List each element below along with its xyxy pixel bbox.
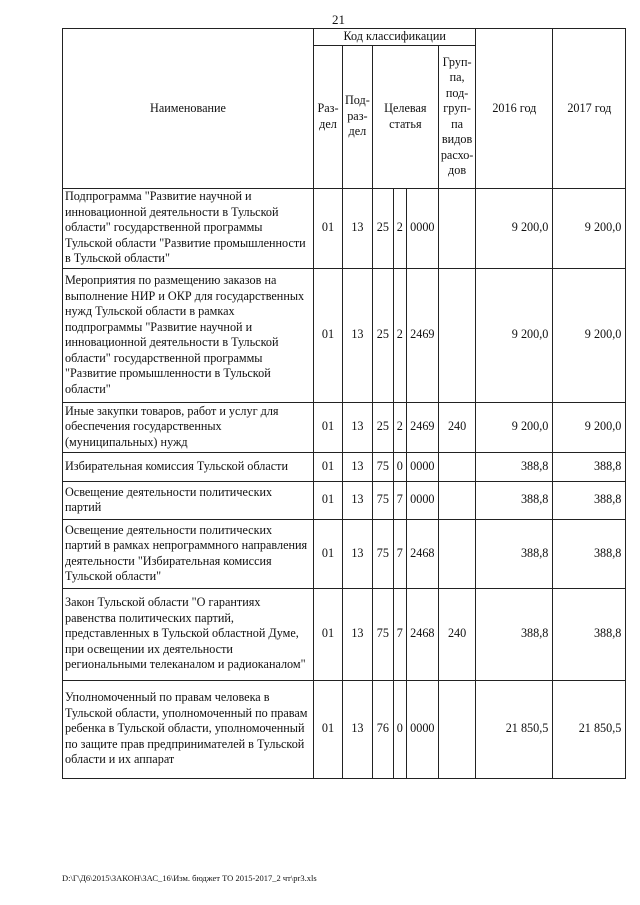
- table-body: [63, 188, 626, 778]
- row-expense-type: [438, 481, 476, 519]
- row-target-direction: 2468: [406, 519, 438, 588]
- row-target-direction: 0000: [406, 188, 438, 268]
- row-name: Уполномоченный по правам человека в Тульской области, уполномоченный по правам ребенка в Тульской области, уполномоченный по защите прав предпринимателей в Тульской области и их аппарат: [63, 680, 314, 778]
- table-row: [63, 519, 626, 588]
- row-name: Закон Тульской области "О гарантиях равенства политических партий, представленных в Тульской областной Думе, при освещении их деятельности региональными телеканалом и радиоканалом": [63, 588, 314, 680]
- row-expense-type: [438, 268, 476, 402]
- row-expense-type: 240: [438, 588, 476, 680]
- row-target-subprogram: 7: [393, 519, 406, 588]
- row-amount-2016: 388,8: [476, 588, 553, 680]
- header-expense-type: Груп- па, под- груп- па видов расхо- дов: [438, 45, 476, 188]
- row-section: 01: [314, 188, 343, 268]
- row-target-subprogram: 7: [393, 588, 406, 680]
- row-target-direction: 0000: [406, 452, 438, 481]
- row-target-program: 75: [372, 519, 393, 588]
- table-row: [63, 188, 626, 268]
- row-amount-2017: 21 850,5: [553, 680, 626, 778]
- header-2017: 2017 год: [553, 29, 626, 189]
- header-classification: Код классификации: [314, 29, 476, 46]
- row-target-program: 25: [372, 188, 393, 268]
- file-path-footer: D:\Г\Д6\2015\ЗАКОН\ЗАС_16\Изм. бюджет ТО 2015-2017_2 чт\pr3.xls: [62, 873, 317, 883]
- row-expense-type: [438, 519, 476, 588]
- row-target-direction: 2469: [406, 402, 438, 452]
- row-expense-type: 240: [438, 402, 476, 452]
- row-subsection: 13: [343, 680, 373, 778]
- row-amount-2016: 9 200,0: [476, 188, 553, 268]
- row-expense-type: [438, 452, 476, 481]
- row-amount-2016: 9 200,0: [476, 268, 553, 402]
- row-expense-type: [438, 680, 476, 778]
- row-amount-2017: 9 200,0: [553, 188, 626, 268]
- row-target-direction: 0000: [406, 481, 438, 519]
- table-row: [63, 402, 626, 452]
- row-amount-2016: 388,8: [476, 519, 553, 588]
- row-expense-type: [438, 188, 476, 268]
- row-target-direction: 0000: [406, 680, 438, 778]
- row-amount-2017: 388,8: [553, 481, 626, 519]
- row-amount-2017: 388,8: [553, 452, 626, 481]
- row-amount-2016: 9 200,0: [476, 402, 553, 452]
- row-name: Иные закупки товаров, работ и услуг для обеспечения государственных (муниципальных) нужд: [63, 402, 314, 452]
- row-target-subprogram: 0: [393, 452, 406, 481]
- table-row: [63, 452, 626, 481]
- row-amount-2016: 21 850,5: [476, 680, 553, 778]
- row-amount-2017: 9 200,0: [553, 268, 626, 402]
- row-name: Мероприятия по размещению заказов на выполнение НИР и ОКР для государственных нужд Тульской области в рамках подпрограммы "Развитие научной и инновационной деятельности в Тульской области" государственной программы "Развитие промышленности в Тульской области": [63, 268, 314, 402]
- header-target-article: Целевая статья: [372, 45, 438, 188]
- header-2016: 2016 год: [476, 29, 553, 189]
- row-section: 01: [314, 481, 343, 519]
- row-subsection: 13: [343, 188, 373, 268]
- row-target-subprogram: 7: [393, 481, 406, 519]
- row-section: 01: [314, 519, 343, 588]
- table-row: [63, 481, 626, 519]
- row-name: Освещение деятельности политических партий: [63, 481, 314, 519]
- row-target-program: 75: [372, 481, 393, 519]
- row-amount-2017: 9 200,0: [553, 402, 626, 452]
- page-number: 21: [332, 12, 345, 27]
- row-target-program: 25: [372, 402, 393, 452]
- row-amount-2017: 388,8: [553, 588, 626, 680]
- row-subsection: 13: [343, 519, 373, 588]
- row-name: Подпрограмма "Развитие научной и инновационной деятельности в Тульской области" государственной программы Тульской области "Развитие промышленности в Тульской области": [63, 188, 314, 268]
- row-subsection: 13: [343, 402, 373, 452]
- table-row: [63, 588, 626, 680]
- row-target-direction: 2469: [406, 268, 438, 402]
- row-target-direction: 2468: [406, 588, 438, 680]
- table-header: [63, 29, 626, 189]
- row-section: 01: [314, 268, 343, 402]
- row-target-subprogram: 2: [393, 188, 406, 268]
- row-amount-2016: 388,8: [476, 452, 553, 481]
- row-amount-2017: 388,8: [553, 519, 626, 588]
- row-target-program: 75: [372, 452, 393, 481]
- row-target-program: 76: [372, 680, 393, 778]
- table-row: [63, 680, 626, 778]
- row-target-program: 25: [372, 268, 393, 402]
- row-target-subprogram: 2: [393, 402, 406, 452]
- row-section: 01: [314, 402, 343, 452]
- row-section: 01: [314, 680, 343, 778]
- row-name: Избирательная комиссия Тульской области: [63, 452, 314, 481]
- header-subsection: Под- раз- дел: [343, 45, 373, 188]
- row-subsection: 13: [343, 481, 373, 519]
- row-section: 01: [314, 452, 343, 481]
- row-section: 01: [314, 588, 343, 680]
- row-amount-2016: 388,8: [476, 481, 553, 519]
- header-name: Наименование: [63, 29, 314, 189]
- table-row: [63, 268, 626, 402]
- row-subsection: 13: [343, 268, 373, 402]
- row-subsection: 13: [343, 452, 373, 481]
- row-name: Освещение деятельности политических партий в рамках непрограммного направления деятельности "Избирательная комиссия Тульской области": [63, 519, 314, 588]
- row-target-subprogram: 0: [393, 680, 406, 778]
- row-target-subprogram: 2: [393, 268, 406, 402]
- row-target-program: 75: [372, 588, 393, 680]
- budget-table: [62, 28, 626, 779]
- row-subsection: 13: [343, 588, 373, 680]
- header-section: Раз- дел: [314, 45, 343, 188]
